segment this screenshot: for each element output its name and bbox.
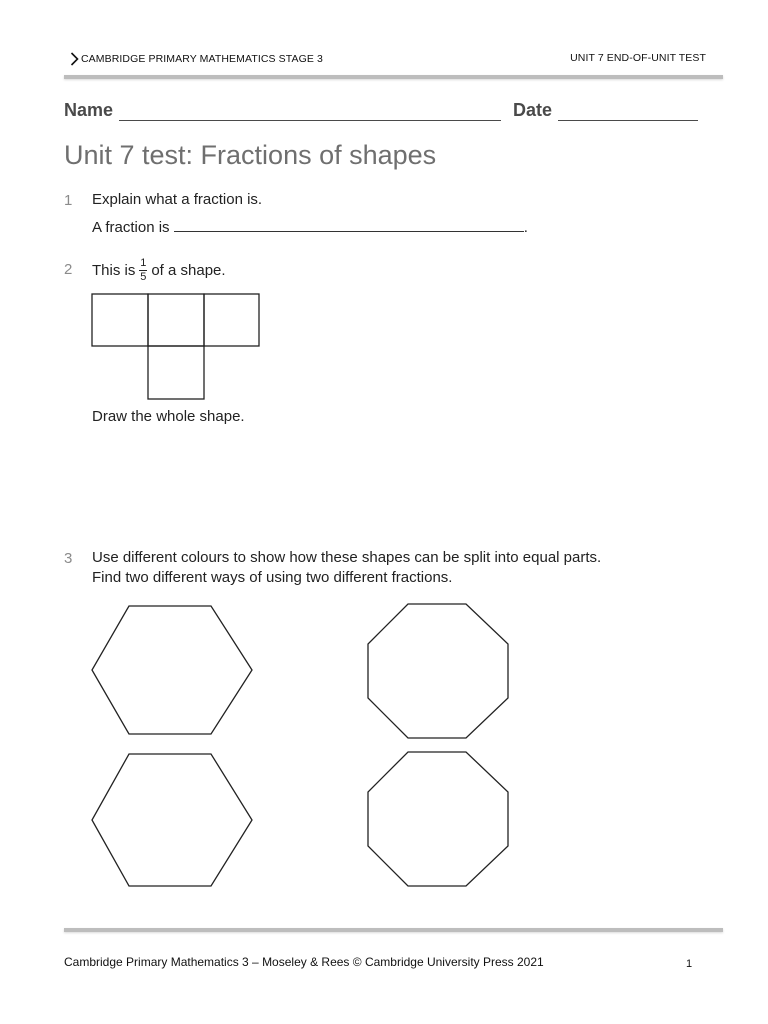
answer-blank[interactable] bbox=[174, 219, 524, 232]
fraction-numerator: 1 bbox=[140, 256, 147, 269]
shapes-grid bbox=[88, 598, 518, 890]
header-left bbox=[70, 52, 323, 66]
octagon-1[interactable] bbox=[368, 604, 508, 738]
name-date-row bbox=[64, 100, 708, 121]
header-unit-title: UNIT 7 END-OF-UNIT TEST bbox=[570, 52, 706, 64]
hexagon-2[interactable] bbox=[92, 754, 252, 886]
fraction-denominator: 5 bbox=[140, 270, 147, 283]
square-2 bbox=[148, 294, 204, 346]
header-divider bbox=[64, 75, 723, 79]
name-label: Name bbox=[64, 100, 114, 120]
question-3-number: 3 bbox=[64, 550, 73, 567]
question-3-line-2: Find two different ways of using two different fractions. bbox=[92, 569, 453, 586]
hexagon-1[interactable] bbox=[92, 606, 252, 734]
square-4 bbox=[148, 346, 204, 399]
prompt-before: This is bbox=[92, 261, 136, 279]
square-3 bbox=[204, 294, 259, 346]
header-series-title: CAMBRIDGE PRIMARY MATHEMATICS STAGE 3 bbox=[81, 53, 323, 65]
chevron-right-icon bbox=[70, 52, 79, 66]
page-number: 1 bbox=[686, 958, 693, 970]
square-1 bbox=[92, 294, 148, 346]
octagon-2[interactable] bbox=[368, 752, 508, 886]
date-label: Date bbox=[513, 100, 553, 120]
name-field[interactable] bbox=[119, 104, 501, 121]
answer-prefix: A fraction is bbox=[92, 219, 170, 236]
question-1-answer-line bbox=[92, 219, 528, 236]
date-field[interactable] bbox=[558, 104, 698, 121]
fifth-of-shape-diagram bbox=[90, 292, 262, 402]
question-2-number: 2 bbox=[64, 261, 73, 278]
question-3-line-1: Use different colours to show how these shapes can be split into equal parts. bbox=[92, 549, 602, 566]
question-2-prompt bbox=[92, 253, 226, 287]
answer-suffix: . bbox=[523, 219, 528, 236]
question-1-prompt: Explain what a fraction is. bbox=[92, 191, 263, 208]
question-1-number: 1 bbox=[64, 192, 73, 209]
page-title: Unit 7 test: Fractions of shapes bbox=[64, 140, 437, 170]
prompt-after: of a shape. bbox=[151, 261, 226, 279]
question-2-instruction: Draw the whole shape. bbox=[92, 408, 245, 425]
footer-divider bbox=[64, 928, 723, 932]
footer-credit: Cambridge Primary Mathematics 3 – Moseley & Rees © Cambridge University Press 2021 bbox=[64, 955, 544, 969]
fraction-one-fifth bbox=[139, 258, 147, 283]
